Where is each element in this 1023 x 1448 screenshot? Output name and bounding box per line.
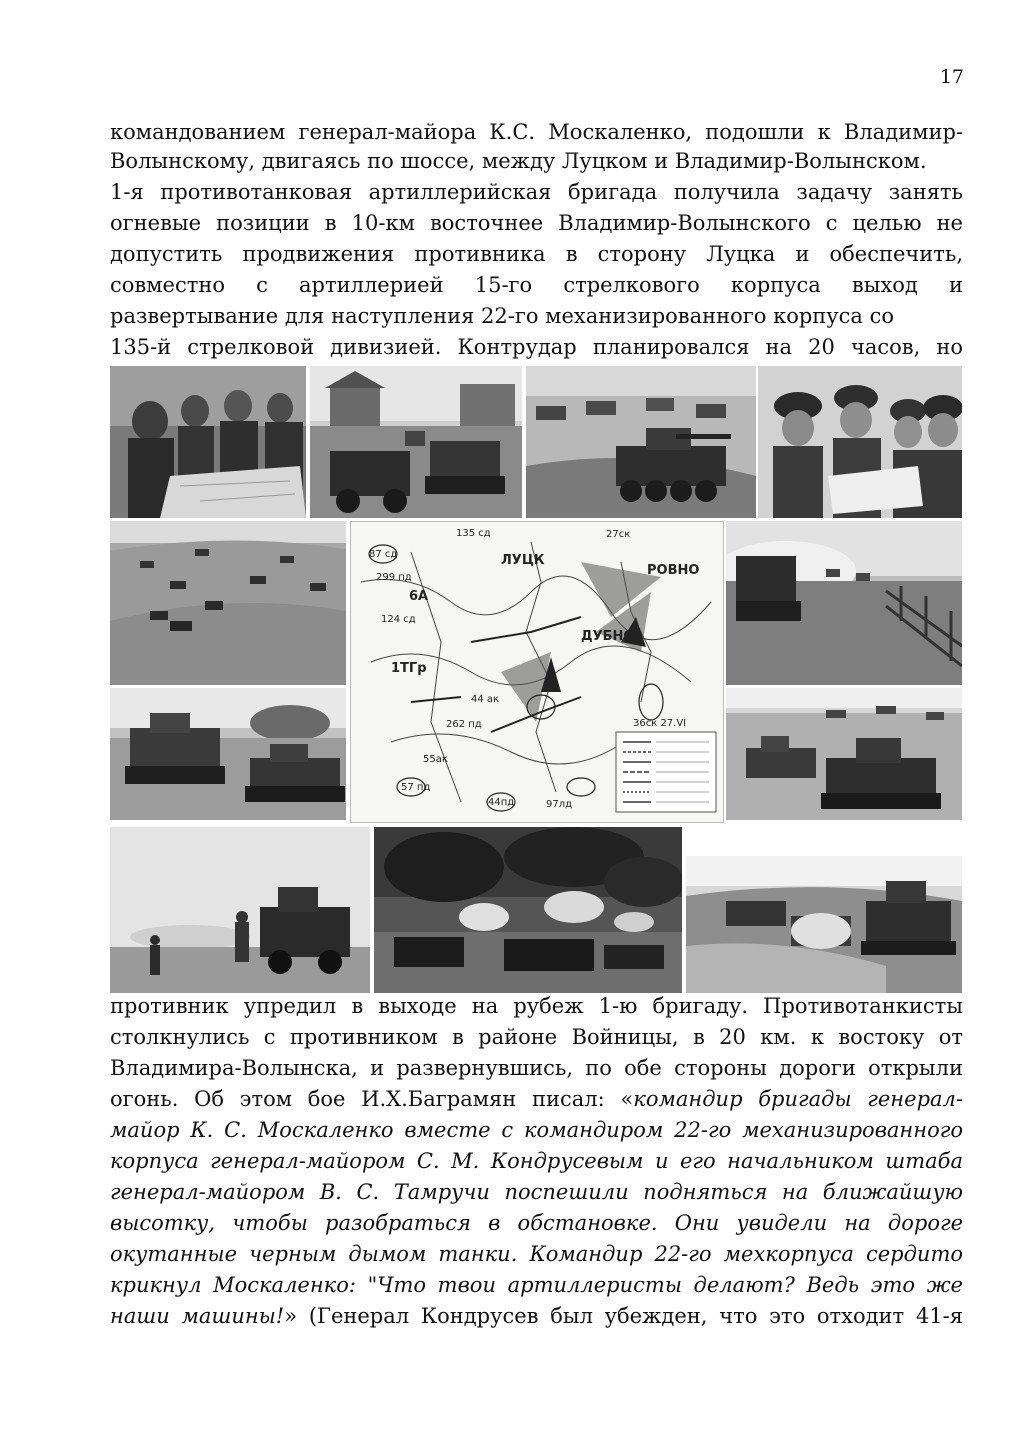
map-label-135sd: 135 сд	[456, 528, 491, 539]
text-line-mixed	[110, 1085, 963, 1114]
map-label-army-6: 6А	[409, 589, 429, 604]
quote-text: крикнул Москаленко: "Что твои артиллеристы делают? Ведь это же	[110, 1273, 963, 1297]
text-line: совместно с артиллерией 15-го стрелкового корпуса выход и	[110, 273, 963, 297]
quote-line	[110, 1240, 963, 1269]
map-label-55ak: 55ак	[423, 754, 448, 765]
quote-text: майор К. С. Москаленко вместе с командиром 22-го механизированного	[110, 1118, 963, 1142]
page-number: 17	[939, 66, 964, 88]
photo-t26-tanks	[726, 688, 962, 820]
map-label-124sd: 124 сд	[381, 614, 416, 625]
photo-officers-at-map	[110, 366, 306, 518]
battle-map	[350, 521, 724, 823]
quote-text: наши машины!	[110, 1304, 285, 1328]
map-label-rovno: РОВНО	[647, 563, 700, 578]
quote-text: высотку, чтобы разобраться в обстановке. Они увидели на дороге	[110, 1211, 963, 1235]
photo-burning-tanks	[374, 827, 682, 993]
photo-infantry-vehicle	[110, 827, 370, 993]
plain-text: » (Генерал Кондрусев был убежден, что это отходит 41-я	[284, 1304, 963, 1328]
quote-line	[110, 1147, 963, 1176]
text-line: командованием генерал-майора К.С. Москаленко, подошли к Владимир-	[110, 120, 963, 144]
quote-text: корпуса генерал-майором С. М. Кондрусевым и его начальником штаба	[110, 1149, 963, 1173]
text-line: Владимира-Волынска, и развернувшись, по обе стороны дороги открыли	[110, 1056, 963, 1080]
map-label-lutsk: ЛУЦК	[501, 553, 545, 568]
photo-tanks-steppe	[110, 521, 346, 685]
map-label-97ld: 97лд	[546, 799, 573, 810]
photo-column-on-road	[310, 366, 522, 518]
map-label-44pd: 44пд	[488, 797, 515, 808]
map-label-44ak: 44 ак	[471, 694, 500, 705]
text-line: Волынскому, двигаясь по шоссе, между Луцком и Владимир-Волынском.	[110, 149, 927, 173]
text-line-mixed	[110, 1302, 963, 1331]
map-label-27sk: 27ск	[606, 529, 631, 540]
text-line: 135-й стрелковой дивизией. Контрудар планировался на 20 часов, но	[110, 335, 963, 359]
photo-bt-tank-field	[526, 366, 756, 518]
text-line: 1-я противотанковая артиллерийская бригада получила задачу занять	[110, 180, 963, 204]
photo-destroyed-tanks	[686, 856, 962, 993]
quote-line	[110, 1271, 963, 1300]
map-label-dubno: ДУБНО	[581, 629, 635, 644]
text-line: огневые позиции в 10-км восточнее Владимир-Волынского с целью не	[110, 211, 963, 235]
map-label-1tgr: 1ТГр	[391, 661, 427, 676]
map-label-87sd: 87 сд	[369, 549, 398, 560]
quote-text: генерал-майором В. С. Тамручи поспешили подняться на ближайшую	[110, 1180, 963, 1204]
photo-german-tanks-field	[110, 688, 346, 820]
text-line: допустить продвижения противника в сторону Луцка и обеспечить,	[110, 242, 963, 266]
text-line: столкнулись с противником в районе Войницы, в 20 км. к востоку от	[110, 1025, 963, 1049]
map-label-262pd: 262 пд	[446, 719, 482, 730]
quote-text: командир бригады генерал-	[633, 1087, 963, 1111]
map-label-57pd: 57 пд	[401, 782, 431, 793]
photo-soviet-generals	[758, 366, 962, 518]
text-line: противник упредил в выходе на рубеж 1-ю бригаду. Противотанкисты	[110, 994, 963, 1018]
map-label-36sk: 36ск 27.VI	[633, 718, 687, 729]
text-line: развертывание для наступления 22-го механизированного корпуса со	[110, 304, 895, 328]
quote-line	[110, 1116, 963, 1145]
plain-text: огонь. Об этом бое И.Х.Баграмян писал: «	[110, 1087, 634, 1111]
quote-text: окутанные черным дымом танки. Командир 22-го мехкорпуса сердито	[110, 1242, 963, 1266]
quote-line	[110, 1209, 963, 1238]
map-label-299pd: 299 пд	[376, 572, 412, 583]
photo-tank-fence	[726, 521, 962, 685]
quote-line	[110, 1178, 963, 1207]
